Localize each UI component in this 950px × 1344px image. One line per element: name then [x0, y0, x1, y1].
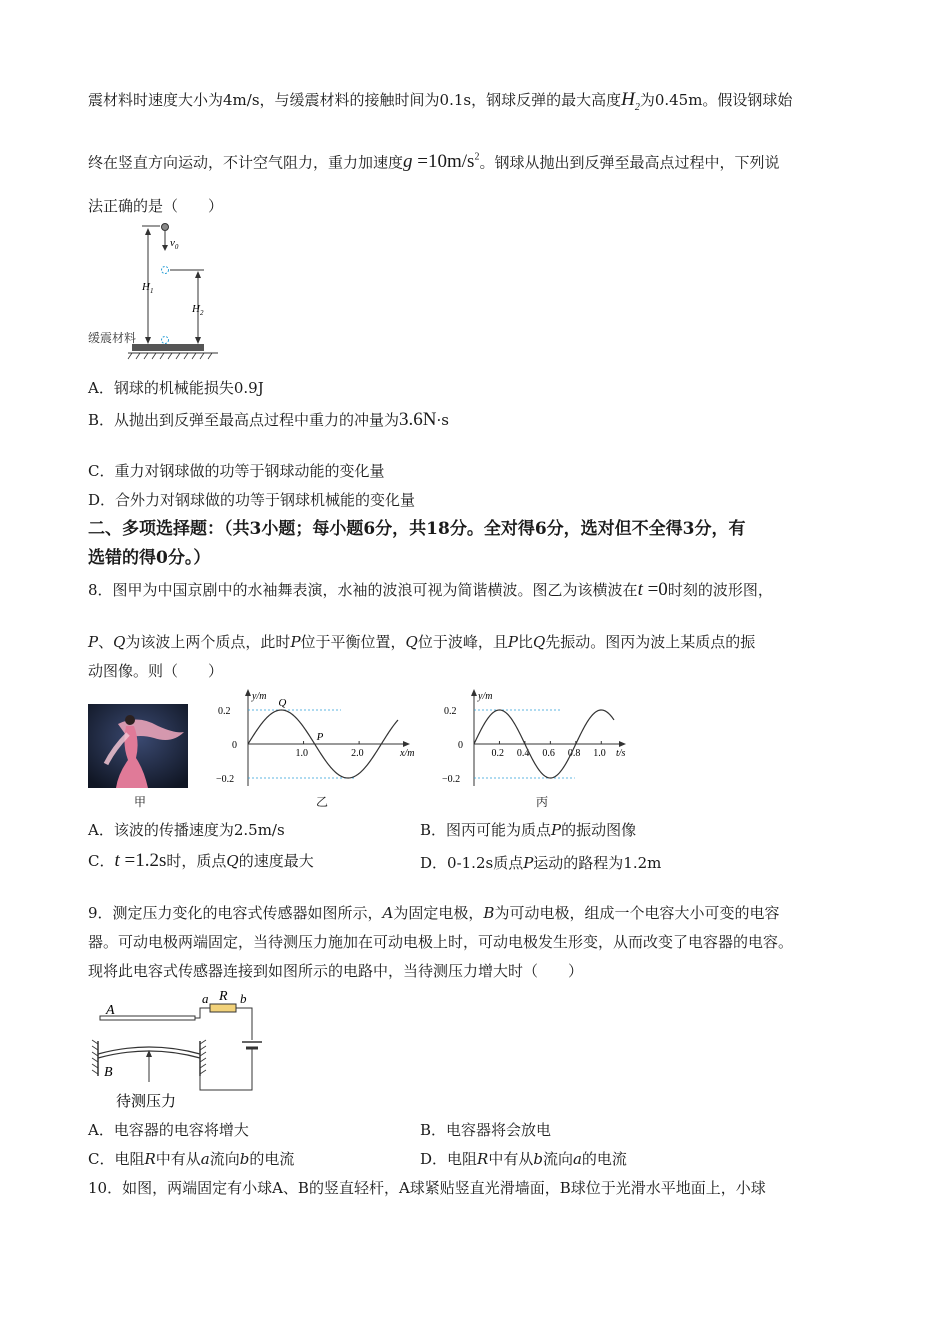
y-axis-label: y/m — [478, 691, 493, 702]
x-tick-label: 0.6 — [542, 748, 555, 759]
y-axis-label: y/m — [252, 691, 267, 702]
capacitor-circuit-figure — [88, 986, 268, 1112]
q9-line-2: 器。可动电极两端固定，当待测压力施加在可动电极上时，可动电极发生形变，从而改变了电容器的电容。 — [88, 933, 794, 951]
section2-heading-2: 选错的得0分。） — [88, 548, 211, 568]
q8-option-b: B．图丙可能为质点P的振动图像 — [420, 821, 637, 839]
point-q-label: Q — [278, 697, 287, 709]
cushion-material — [132, 344, 204, 351]
svg-text:b: b — [240, 991, 247, 1006]
q9-option-b: B．电容器将会放电 — [420, 1121, 552, 1139]
q10-line-1: 10．如图，两端固定有小球A、B的竖直轻杆，A球紧贴竖直光滑墙面，B球位于光滑水平地面上，小球 — [88, 1179, 766, 1197]
q7-line-2: 终在竖直方向运动，不计空气阻力，重力加速度$g =10m/s^2$。钢球从抛出到反弹至最高点过程中，下列说 — [88, 151, 780, 173]
x-axis-label: t/s — [616, 748, 626, 759]
caption-yi: 乙 — [316, 795, 329, 809]
y-tick-label: 0 — [232, 740, 237, 751]
section2-heading-1: 二、多项选择题：（共3小题；每小题6分，共18分。全对得6分，选对但不全得3分，有 — [88, 519, 746, 539]
q7-line-1: 震材料时速度大小为4m/s，与缓震材料的接触时间为0.1s，钢球反弹的最大高度$H_2$为0.45m。假设钢球始 — [88, 89, 793, 113]
steel-ball — [162, 224, 169, 231]
q7-option-b: B．从抛出到反弹至最高点过程中重力的冲量为3.6N·s — [88, 409, 449, 430]
x-tick-label: 0.4 — [516, 748, 530, 759]
x-tick-label: 1.0 — [295, 748, 309, 759]
q7-option-d: D．合外力对钢球做的功等于钢球机械能的变化量 — [88, 491, 416, 509]
y-tick-label: 0 — [458, 740, 463, 751]
vibration-chart-bing — [438, 688, 628, 794]
gravity-formula: $g =10m/s^2$ — [403, 151, 480, 173]
q9-option-a: A．电容器的电容将增大 — [88, 1121, 249, 1139]
x-tick-label: 0.8 — [567, 748, 581, 759]
q9-option-d: D．电阻R中有从b流向a的电流 — [420, 1150, 627, 1168]
resistor-r — [210, 1004, 236, 1012]
y-axis-arrow — [471, 689, 477, 696]
wave-chart-yi — [212, 688, 415, 794]
x-axis-arrow — [619, 741, 626, 747]
y-axis-arrow — [245, 689, 251, 696]
y-tick-label: 0.2 — [444, 706, 457, 717]
opera-photo — [88, 704, 188, 788]
x-tick-label: 2.0 — [351, 748, 364, 759]
ball-top-position — [162, 267, 169, 274]
cushion-label: 缓震材料 — [88, 331, 137, 345]
q8-option-c: C．t =1.2s时，质点Q的速度最大 — [88, 850, 314, 871]
q7-ball-figure — [88, 220, 228, 360]
q7-option-c: C．重力对钢球做的功等于钢球动能的变化量 — [88, 462, 385, 480]
q8-line-3: 动图像。则（ ） — [88, 662, 224, 680]
q9-option-c: C．电阻R中有从a流向b的电流 — [88, 1150, 295, 1168]
caption-jia: 甲 — [134, 795, 147, 809]
svg-text:a: a — [202, 991, 209, 1006]
q8-line-1: 8．图甲为中国京剧中的水袖舞表演，水袖的波浪可视为简谐横波。图乙为该横波在t =0时刻的波形图， — [88, 579, 773, 600]
v0-label: $v_0$ — [170, 237, 179, 251]
q9-line-1: 9．测定压力变化的电容式传感器如图所示，A为固定电极，B为可动电极，组成一个电容大小可变的电容 — [88, 904, 780, 922]
y-tick-label: −0.2 — [216, 774, 235, 785]
h2-label: $H_2$ — [192, 303, 204, 317]
q7-option-a: A．钢球的机械能损失0.9J — [88, 379, 264, 397]
x-tick-label: 1.0 — [593, 748, 606, 759]
force-label: 待测压力 — [116, 1092, 177, 1110]
x-tick-label: 0.2 — [491, 748, 504, 759]
q9-line-3: 现将此电容式传感器连接到如图所示的电路中，当待测压力增大时（ ） — [88, 962, 584, 980]
svg-text:B: B — [104, 1065, 113, 1080]
ball-bottom-position — [162, 337, 169, 344]
q8-line-2: P、Q为该波上两个质点，此时P位于平衡位置，Q位于波峰，且P比Q先振动。图丙为波上某质点的振 — [88, 633, 756, 651]
svg-text:R: R — [219, 989, 228, 1004]
q8-option-a: A．该波的传播速度为2.5m/s — [88, 821, 285, 839]
x-axis-label: x/m — [400, 748, 415, 759]
point-p-label: P — [316, 731, 324, 743]
h1-label: $H_1$ — [142, 281, 154, 295]
h2-symbol: $H_2$ — [621, 89, 640, 113]
q8-option-d: D．0-1.2s质点P运动的路程为1.2m — [420, 854, 662, 872]
y-tick-label: 0.2 — [218, 706, 231, 717]
caption-bing: 丙 — [536, 795, 549, 809]
q7-line-3: 法正确的是（ ） — [88, 197, 224, 215]
x-axis-arrow — [403, 741, 410, 747]
svg-text:A: A — [106, 1003, 115, 1018]
y-tick-label: −0.2 — [442, 774, 461, 785]
t0-formula: t =0 — [637, 579, 668, 600]
